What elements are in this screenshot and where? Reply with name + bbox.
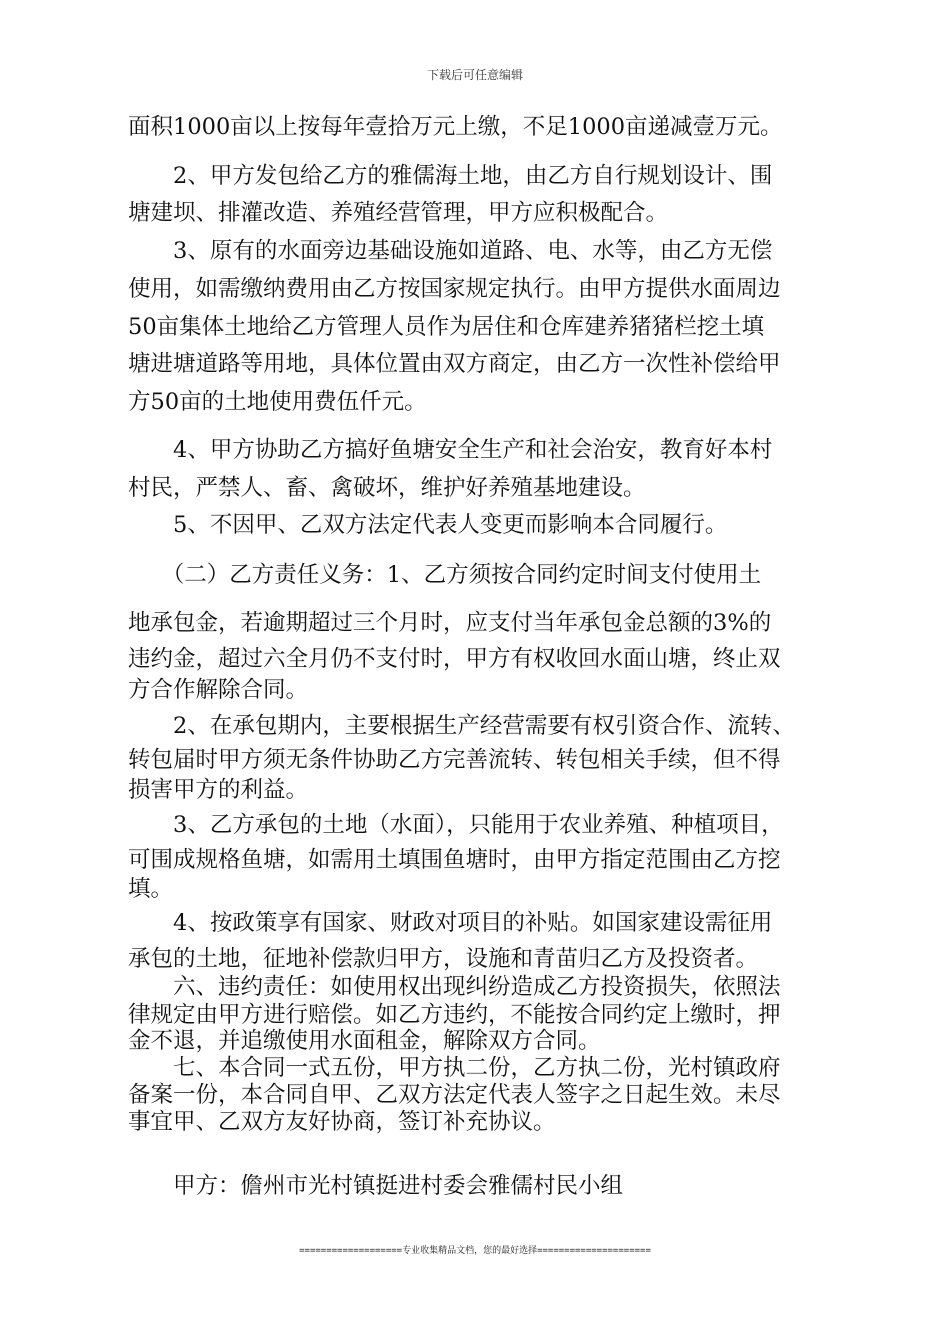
page-header: 下载后可任意编辑: [426, 68, 523, 82]
text-line: 七、本合同一式五份，甲方执二份，乙方执二份，光村镇政府: [128, 1055, 781, 1081]
text-line: （二）乙方责任义务：1、乙方须按合同约定时间支付使用土: [128, 562, 762, 588]
text-line: 4、按政策享有国家、财政对项目的补贴。如国家建设需征用: [128, 910, 773, 936]
signature-line: 甲方：儋州市光村镇挺进村委会雅儒村民小组: [128, 1173, 624, 1199]
text-line: 村民，严禁人、畜、禽破坏，维护好养殖基地建设。: [128, 475, 646, 501]
text-line: 50亩集体土地给乙方管理人员作为居住和仓库建养猪猪栏挖土填: [128, 314, 765, 340]
text-line: 2、在承包期内，主要根据生产经营需要有权引资合作、流转、: [128, 713, 795, 739]
text-line: 塘进塘道路等用地，具体位置由双方商定，由乙方一次性补偿给甲: [128, 351, 781, 377]
text-line: 金不退，并追缴使用水面租金，解除双方合同。: [128, 1028, 601, 1054]
text-line: 承包的土地，征地补偿款归甲方，设施和青苗归乙方及投资者。: [128, 946, 759, 972]
text-line: 六、违约责任：如使用权出现纠纷造成乙方投资损失，依照法: [128, 974, 781, 1000]
text-line: 律规定由甲方进行赔偿。如乙方违约，不能按合同约定上缴时，押: [128, 1002, 781, 1028]
text-line: 填。: [128, 876, 174, 902]
text-line: 3、乙方承包的土地（水面），只能用于农业养殖、种植项目，: [128, 812, 784, 838]
text-line: 备案一份，本合同自甲、乙双方法定代表人签字之日起生效。未尽: [128, 1082, 781, 1108]
text-line: 方50亩的土地使用费伍仟元。: [128, 389, 427, 415]
text-line: 2、甲方发包给乙方的雅儒海土地，由乙方自行规划设计、围: [128, 163, 773, 189]
text-line: 使用，如需缴纳费用由乙方按国家规定执行。由甲方提供水面周边: [128, 276, 781, 302]
text-line: 转包届时甲方须无条件协助乙方完善流转、转包相关手续，但不得: [128, 747, 781, 773]
text-line: 可围成规格鱼塘，如需用土填围鱼塘时，由甲方指定范围由乙方挖: [128, 847, 781, 873]
page-footer: ===================专业收集精品文档，您的最好选择=====================: [299, 1246, 651, 1256]
text-line: 5、不因甲、乙双方法定代表人变更而影响本合同履行。: [128, 512, 728, 538]
text-line: 事宜甲、乙双方友好协商，签订补充协议。: [128, 1109, 556, 1135]
text-line: 面积1000亩以上按每年壹拾万元上缴，不足1000亩递减壹万元。: [128, 114, 783, 140]
text-line: 违约金，超过六全月仍不支付时，甲方有权收回水面山塘，终止双: [128, 646, 781, 672]
text-line: 4、甲方协助乙方搞好鱼塘安全生产和社会治安，教育好本村: [128, 437, 773, 463]
text-line: 3、原有的水面旁边基础设施如道路、电、水等，由乙方无偿: [128, 238, 773, 264]
text-line: 塘建坝、排灌改造、养殖经营管理，甲方应积极配合。: [128, 200, 669, 226]
text-line: 损害甲方的利益。: [128, 777, 309, 803]
text-line: 地承包金，若逾期超过三个月时，应支付当年承包金总额的3%的: [128, 610, 772, 636]
text-line: 方合作解除合同。: [128, 677, 309, 703]
